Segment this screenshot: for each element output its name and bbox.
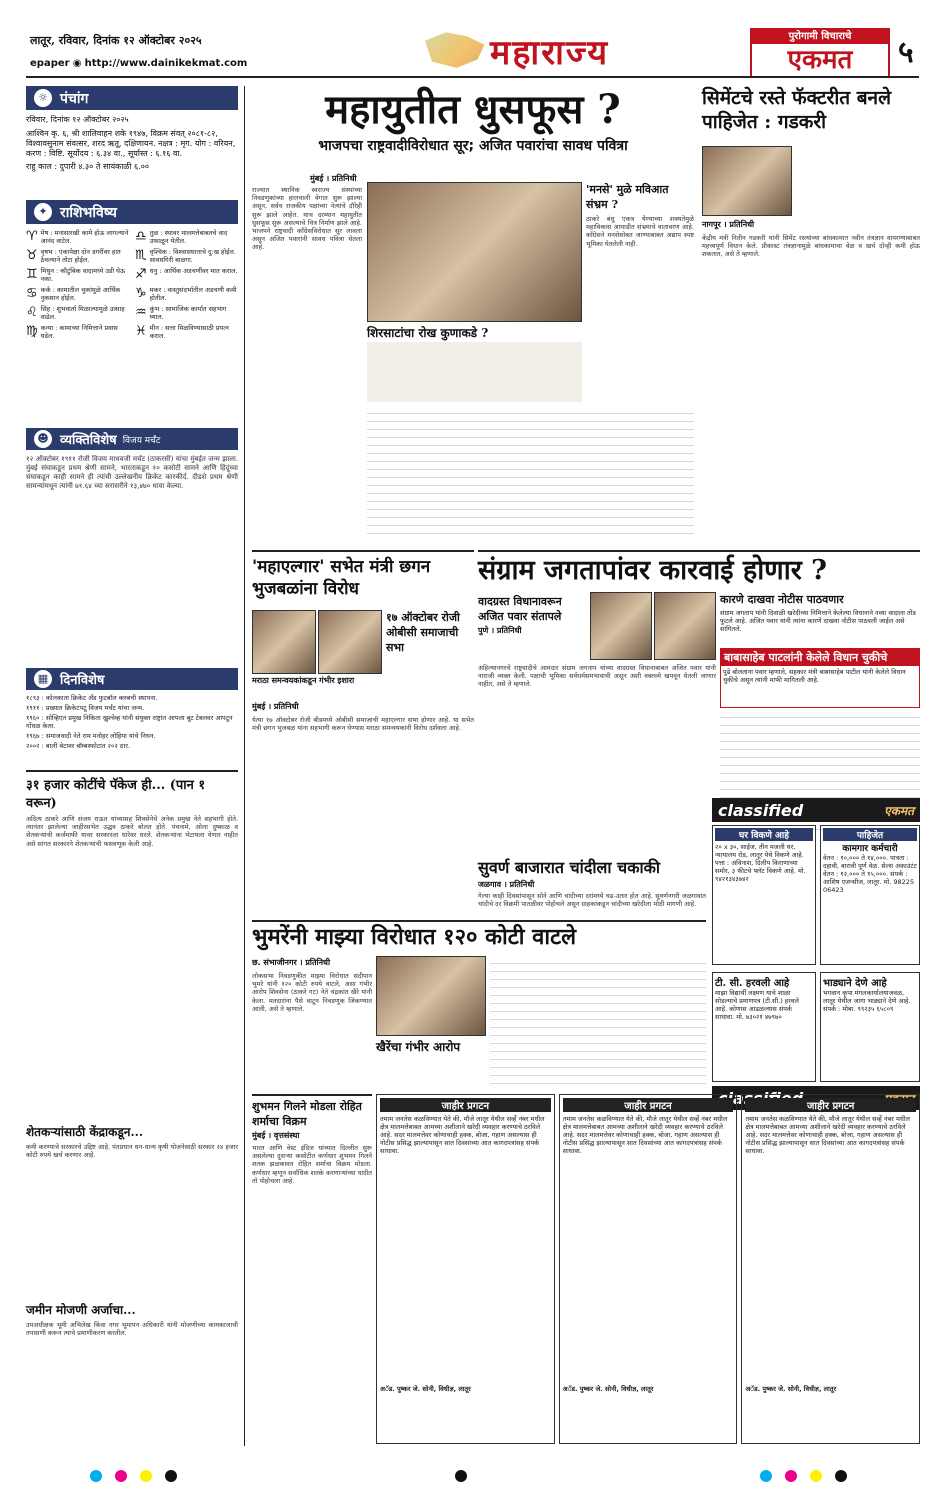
dinvishesh-item: १९६० : सोव्हिएत प्रमुख निकिता ख्रुश्चेव्ह यांनी संयुक्त राष्ट्रांत आपला बूट टेबलवर आपटून गोंधळ केला. <box>26 714 233 730</box>
notice-sign-1: अॅड. पुष्कर जे. सोनी, विधीज्ञ, लातूर <box>380 1385 471 1393</box>
libra-icon: ♎ <box>135 229 147 244</box>
left-sub1-body: कमी करण्याचे सरकारचे उद्दिष्ट आहे. पंतप्रधान धन-धान्य कृषी योजनेसाठी सरकार २४ हजार कोटी रुपये खर्च करणार आहे. <box>26 1143 238 1160</box>
main-photo-caption: शिरसाटांचा रोख कुणाकडे ? <box>367 326 489 340</box>
vyaktivishesh-header <box>26 428 238 450</box>
dinvishesh-section <box>26 668 238 760</box>
main-subhead: भाजपचा राष्ट्रवादीविरोधात सूर; अजित पवारांचा सावध पवित्रा <box>318 138 628 154</box>
epaper-line[interactable] <box>30 58 247 69</box>
vyaktivishesh-subtitle: विजय मर्चंट <box>122 435 161 446</box>
main-body: राज्यात स्थानिक स्वराज्य संस्थांच्या निवडणुकांच्या हालचाली वेगात सुरू झाल्या असून, सर्वच राजकीय पक्षांच्या नेत्यांचे दौरेही सुरू झाले आहेत. याच दरम्यान महायुतीत धुसफूस सुरू असल्याचे चित्र निर्माण झाले आहे. भाजपने राष्ट्रवादी काँग्रेसविरोधात सूर लावला असून अजित पवारांनी सावध पवित्रा घेतला आहे. <box>252 186 362 252</box>
rashi-item: ♐ धनु : आर्थिक अडचणींवर मात कराल. <box>135 267 238 282</box>
dinvishesh-item: १९११ : प्रख्यात क्रिकेटपटू विजय मर्चंट यांचा जन्म. <box>26 704 145 712</box>
page-number: ५ <box>898 35 914 70</box>
left-column-rule <box>244 86 245 1446</box>
notice-title-1: जाहीर प्रगटन <box>380 1098 551 1112</box>
rashi-section <box>26 200 238 420</box>
reg-dot <box>115 1470 127 1482</box>
notice-title-3: जाहीर प्रगटन <box>745 1098 916 1112</box>
ad-wanted <box>820 825 920 965</box>
sangram-byline: पुणे । प्रतिनिधी <box>478 626 522 635</box>
bhujbal-body: येत्या १७ ऑक्टोबर रोजी बीडमध्ये ओबीसी समाजाची महाएल्गार सभा होणार आहे. या सभेत मंत्री छगन भुजबळ यांना सहभागी करून घेण्यास मराठा समन्वयकांनी विरोध दर्शवला आहे. <box>252 716 474 733</box>
brand-tagline: पुरोगामी विचाराचे <box>752 30 888 44</box>
rohit-headline: शुभमन गिलने मोडला रोहित शर्माचा विक्रम <box>252 1100 362 1128</box>
ad-tc-lost <box>712 972 816 1082</box>
silver-body: गेल्या काही दिवसांपासून सोने आणि चांदीच्या दरांमध्ये चढ-उतार होत आहे. सुवर्णनगरी जळगावात चांदीचे दर विक्रमी पातळीवर पोहोचले असून ग्राहकांकडून चांदीच्या खरेदीला मोठी मागणी आहे. <box>478 892 706 909</box>
dinvishesh-item: १८९३ : कोलकाता क्रिकेट अँड फुटबॉल क्लबची स्थापना. <box>26 694 158 702</box>
person-icon: ☻ <box>34 430 52 448</box>
left-sub2-title: जमीन मोजणी अर्जाचा... <box>26 1303 136 1317</box>
silver-headline: सुवर्ण बाजारात चांदीला चकाकी <box>478 858 661 877</box>
rashi-item: ♋ कर्क : कामातील चुकांमुळे आर्थिक नुकसान होईल. <box>26 286 121 302</box>
leo-icon: ♌ <box>26 305 38 320</box>
rashi-title: राशिभविष्य <box>60 204 117 221</box>
sagittarius-icon: ♐ <box>135 267 147 282</box>
left-sub2-body: उपअधीक्षक भूमी अभिलेख किंवा नगर भूमापन अधिकारी यांनी मोजणीच्या कामकाजाची तपासणी करून त्याचे प्रमाणीकरण करतील. <box>26 1321 238 1338</box>
notice-head: कारणे दाखवा नोटीस पाठवणार <box>720 593 844 606</box>
reg-dot <box>455 1470 467 1482</box>
classified-columns-2 <box>712 972 920 1082</box>
capricorn-icon: ♑ <box>135 286 147 301</box>
ad-house-sale-body: २० x ३०, साईज, तीन मजली घर, न्यायालय रोड, लातूर येथे विकणे आहे. पत्ता : अविनाश, दिलीप किराणाच्या समोर, ३ फीटचे फ्लॅट विकणे आहे. मो. ९४२१३४३७४२ <box>715 843 806 883</box>
dinvishesh-title: दिनविशेष <box>60 673 105 688</box>
rashi-item: ♑ मकर : वास्तुसंदर्भातील अडचणी कमी होतील. <box>135 286 237 302</box>
rashi-grid <box>26 229 238 340</box>
pisces-icon: ♓ <box>135 324 147 339</box>
rohit-byline: मुंबई । वृत्तसंस्था <box>252 1131 300 1140</box>
notice-body-2: तमाम जनतेस कळविण्यात येते की, मौजे लातूर येथील सर्व्हे नंबर मधील क्षेत्र मालमत्तेबाबत आमच्या अशीलाने खरेदी व्यवहार करण्याचे ठरविले आहे. सदर मालमत्तेवर कोणाचाही हक्क, बोजा, गहाण असल्यास ही नोटीस प्रसिद्ध झाल्यापासून सात दिवसांच्या आत कागदपत्रांसह संपर्क साधावा. <box>562 1115 728 1155</box>
obc-box-head: १७ ऑक्टोबर रोजी ओबीसी समाजाची सभा <box>386 611 460 654</box>
gadkari-photo <box>702 146 792 216</box>
epaper-label: epaper <box>30 58 70 69</box>
ad-wanted-role: कामगार कर्मचारी <box>842 844 898 854</box>
masthead <box>0 0 945 80</box>
notice-body-1: तमाम जनतेस कळविण्यात येते की, मौजे लातूर येथील सर्व्हे नंबर मधील क्षेत्र मालमत्तेबाबत आमच्या अशीलाने खरेदी व्यवहार करण्याचे ठरविले आहे. सदर मालमत्तेवर कोणाचाही हक्क, बोजा, गहाण असल्यास ही नोटीस प्रसिद्ध झाल्यापासून सात दिवसांच्या आत कागदपत्रांसह संपर्क साधावा. <box>380 1115 545 1155</box>
panchang-line2: आश्विन कृ. ६, श्री शालिवाहन शके १९४७, विक्रम संवत् २०८१-८२, विश्वावसुनाम संवत्सर, शरद ऋतू, दक्षिणायन. नक्षत्र : मृग. योग : वरियन, करण : विष्टि. सूर्योदय : ६.३४ वा., सूर्यास्त : ६.१६ वा. <box>26 129 236 158</box>
reg-dot <box>785 1470 797 1482</box>
bhujbal-byline: मुंबई । प्रतिनिधी <box>252 702 299 711</box>
ad-house-sale <box>712 825 816 965</box>
aquarius-icon: ♒ <box>135 305 147 320</box>
bhumre-story <box>252 920 706 1090</box>
panchang-line1: रविवार, दिनांक १२ ऑक्टोबर २०२५ <box>26 115 129 124</box>
globe-icon: ◉ <box>72 58 85 69</box>
left-story-body: अदित्य ठाकरे आणि संजय राऊत यांच्यासह शिवसेनेचे अनेक प्रमुख नेते सहभागी होते. त्यानंतर झालेल्या जाहीरसभेत उद्धव ठाकरे बोलत होते. पंचनामे, ओला दुष्काळ व शेतकऱ्यांची कर्जमाफी यावर सरकारला धारेवर धरले. शेतकऱ्यांना भेटायला येणार नाहीत असे सांगत सरकारने शेतकऱ्यांची फसवणूक केली आहे. <box>26 815 238 848</box>
rashi-item: ♍ कन्या : कामाच्या निमित्ताने प्रवास घडेल. <box>26 324 118 340</box>
mns-box-head: 'मनसे' मुळे मविआत संभ्रम ? <box>586 183 669 211</box>
notice-sign-3: अॅड. पुष्कर जे. सोनी, विधीज्ञ, लातूर <box>745 1385 837 1393</box>
main-story <box>252 86 694 546</box>
bhujbal-headline: 'महाएल्गार' सभेत मंत्री छगन भुजबळांना विरोध <box>252 557 431 599</box>
classified-section-1 <box>712 798 920 968</box>
rashi-item: ♎ तुळ : स्थावर मालमत्तेबाबतचे वाद उफाळून येतील. <box>135 229 228 245</box>
vyaktivishesh-title: व्यक्तिविशेष <box>60 433 117 448</box>
section-map-graphic <box>418 28 488 70</box>
ad-wanted-head: पाहिजेत <box>823 828 917 841</box>
virgo-icon: ♍ <box>26 324 38 339</box>
gadkari-body: केंद्रीय मंत्री नितीन गडकरी यांनी सिमेंट रस्त्यांच्या बांधकामात नवीन तंत्रज्ञान वापरण्याबाबत महत्त्वपूर्ण विधान केले. प्रीकास्ट तंत्रज्ञानामुळे बांधकामाचा वेळ व खर्च दोन्ही कमी होऊ शकतात, असे ते म्हणाले. <box>702 234 920 259</box>
notice-body-3: तमाम जनतेस कळविण्यात येते की, मौजे लातूर येथील सर्व्हे नंबर मधील क्षेत्र मालमत्तेबाबत आमच्या अशीलाने खरेदी व्यवहार करण्याचे ठरविले आहे. सदर मालमत्तेवर कोणाचाही हक्क, बोजा, गहाण असल्यास ही नोटीस प्रसिद्ध झाल्यापासून सात दिवसांच्या आत कागदपत्रांसह संपर्क साधावा. <box>745 1115 910 1155</box>
mns-box-body: ठाकरे बंधू एकत्र येण्याच्या शक्यतेमुळे महाविकास आघाडीत संभ्रमाचे वातावरण आहे. काँग्रेसने मनसेसोबत जाण्याबाबत अद्याप स्पष्ट भूमिका घेतलेली नाही. <box>586 215 694 248</box>
red-box-body: पुढे बोलताना पवार म्हणाले, सहकार मंत्री बाबासाहेब पाटील यांनी केलेले विधान चुकीचे असून त्यांनी माफी मागितली आहे. <box>723 668 906 684</box>
notice-title-2: जाहीर प्रगटन <box>563 1098 734 1112</box>
calendar-icon: ▦ <box>34 670 52 688</box>
reg-dot <box>140 1470 152 1482</box>
notice-sign-2: अॅड. पुष्कर जे. सोनी, विधीज्ञ, लातूर <box>562 1385 654 1393</box>
bhumre-byline: छ. संभाजीनगर । प्रतिनिधी <box>252 958 331 967</box>
zodiac-icon: ✦ <box>34 203 52 221</box>
ad-rent-head: भाड्याने देणे आहे <box>823 978 887 989</box>
vyaktivishesh-body: १२ ऑक्टोबर १९११ रोजी विजय माधवजी मर्चंट (ठाकरसी) यांचा मुंबईत जन्म झाला. मुंबई संघाकडून प्रथम श्रेणी सामने, भारताकडून १० कसोटी सामने आणि हिंदूंच्या संघाकडून काही सामने ही त्यांची उल्लेखनीय क्रिकेट कारकीर्द. दीडशे प्रथम श्रेणी सामन्यांमधून त्यांनी ७१.६४ च्या सरासरीने १३,४७० धावा केल्या. <box>26 455 238 490</box>
gemini-icon: ♊ <box>26 267 38 282</box>
red-box <box>720 648 920 708</box>
rohit-story <box>252 1094 372 1444</box>
dinvishesh-header <box>26 668 238 690</box>
ad-tc-lost-body: माझा विद्यार्थी लक्ष्मण याचे शाळा सोडल्याचे प्रमाणपत्र (टी.सी.) हरवले आहे. कोणास आढळल्यास संपर्क साधावा. मो. ७३०२१ ४७९७० <box>715 989 799 1021</box>
ad-tc-lost-head: टी. सी. हरवली आहे <box>715 978 790 989</box>
bhumre-headline: भुमरेंनी माझ्या विरोधात १२० कोटी वाटले <box>252 924 577 950</box>
ad-house-sale-head: घर विकणे आहे <box>715 828 813 841</box>
dinvishesh-list <box>26 694 238 750</box>
bhumre-body: लोकसभा निवडणुकीत माझ्या विरोधात संदीपान भुमरे यांनी १२० कोटी रुपये वाटले, असा गंभीर आरोप शिवसेना (ठाकरे गट) नेते चंद्रकांत खैरे यांनी केला. मतदारांना पैसे वाटून निवडणूक जिंकण्यात आली, असे ते म्हणाले. <box>252 972 372 1013</box>
reg-dot <box>810 1470 822 1482</box>
notice-col-1 <box>376 1094 555 1444</box>
silver-story <box>478 856 706 916</box>
bhujbal-dateline: मराठा समन्वयकांकडून गंभीर इशारा <box>252 676 355 685</box>
notice-col-2 <box>559 1094 738 1444</box>
ad-wanted-body: वेतन : १०,००० ते १४,०००. पात्रता : दहावी, बारावी पूर्ण वेळ. सेल्स अकाउंटंट वेतन : १२,००० ते १५,०००. संपर्क : आशिष एजन्सीज, लातूर. मो. 98225 06423 <box>823 854 917 894</box>
panchang-section <box>26 86 238 186</box>
sangram-body: अहिल्यानगरचे राष्ट्रवादीचे आमदार संग्राम जगताप यांच्या वादग्रस्त विधानाबाबत अजित पवार यांनी नाराजी व्यक्त केली. पक्षाची भूमिका सर्वधर्मसमभावाची असून अशी वक्तव्ये खपवून घेतली जाणार नाहीत, असे ते म्हणाले. <box>478 664 716 689</box>
gadkari-story <box>702 86 920 546</box>
bhumre-body-right <box>490 958 706 1084</box>
rashi-item: ♉ वृषभ : एकापेक्षा दोन डगरींवर हात ठेवल्याने तोटा होईल. <box>26 248 121 264</box>
sangram-subhead: वादग्रस्त विधानावरून अजित पवार संतापले <box>478 595 562 623</box>
panchang-line3: राहु काल : दुपारी ४.३० ते सायंकाळी ६.०० <box>26 162 150 171</box>
dateline: लातूर, रविवार, दिनांक १२ ऑक्टोबर २०२५ <box>30 34 202 47</box>
red-box-head: बाबासाहेब पाटलांनी केलेले विधान चुकीचे <box>721 649 919 666</box>
classified-columns <box>712 825 920 965</box>
mns-box <box>586 182 694 362</box>
gadkari-headline: सिमेंटचे रस्ते फॅक्टरीत बनले पाहिजेत : गडकरी <box>702 87 891 133</box>
taurus-icon: ♉ <box>26 248 38 263</box>
silver-byline: जळगाव । प्रतिनिधी <box>478 880 535 889</box>
notice-box <box>720 592 920 642</box>
scorpio-icon: ♏ <box>135 248 147 263</box>
rashi-item: ♒ कुंभ : सामाजिक कार्यात सहभाग घ्याल. <box>135 305 227 321</box>
main-photo-text <box>367 342 582 402</box>
sangram-headline: संग्राम जगतापांवर कारवाई होणार ? <box>478 555 827 586</box>
gadkari-byline: नागपूर । प्रतिनिधी <box>702 220 755 229</box>
section-title: महाराज्य <box>490 33 610 73</box>
left-sub1-title: शेतकऱ्यांसाठी केंद्राकडून... <box>26 1125 143 1139</box>
ad-rent-body: भगवान कृपा मंगलकार्यालयाजवळ, लातूर येथील जागा भाड्याने देणे आहे. संपर्क : मोबा. ९९२३५ ६५८०९ <box>823 989 911 1013</box>
sun-icon: ☼ <box>34 89 52 107</box>
rashi-item: ♈ मेष : मनासारखी कामे होऊ लागल्याने आनंद वाटेल. <box>26 229 129 245</box>
cancer-icon: ♋ <box>26 286 38 301</box>
classified-section-2 <box>712 972 920 1112</box>
vyaktivishesh-section <box>26 428 238 658</box>
classified-label: classified <box>718 800 804 820</box>
bhumre-photo <box>376 956 486 1036</box>
rashi-item: ♏ वृश्चिक : विश्वासघाताचे दु:ख होईल. सावधगिरी बाळगा. <box>135 248 236 264</box>
classified-banner <box>712 798 920 822</box>
left-story-title: ३१ हजार कोटींचे पॅकेज ही... (पान १ वरून) <box>26 770 238 811</box>
bhumre-photo-caption: खैरेंचा गंभीर आरोप <box>376 1040 461 1054</box>
reg-dot <box>90 1470 102 1482</box>
main-byline: मुंबई । प्रतिनिधी <box>310 174 357 183</box>
left-story <box>26 770 238 1440</box>
reg-dot <box>760 1470 772 1482</box>
rohit-body: भारत आणि वेस्ट इंडिज यांच्यात दिल्लीत सुरू असलेल्या दुसऱ्या कसोटीत कर्णधार शुभमन गिलने शतक झळकावत रोहित शर्माचा विक्रम मोडला. कर्णधार म्हणून सर्वाधिक शतके करणाऱ्यांच्या यादीत तो पोहोचला आहे. <box>252 1144 372 1185</box>
reg-dot <box>835 1470 847 1482</box>
panchang-header <box>26 86 238 110</box>
epaper-url[interactable]: http://www.dainikekmat.com <box>84 58 248 69</box>
sangram-photo-2 <box>654 592 716 660</box>
sangram-photo-1 <box>590 592 652 660</box>
dinvishesh-item: १९६७ : समाजवादी नेते राम मनोहर लोहिया यांचे निधन. <box>26 732 156 740</box>
main-body-cont <box>367 408 694 538</box>
ad-rent <box>820 972 920 1082</box>
bhujbal-photo-2 <box>318 610 382 674</box>
print-registration-marks <box>0 1470 945 1490</box>
masthead-rule <box>26 76 919 78</box>
panchang-title: पंचांग <box>60 90 89 107</box>
reg-dot <box>165 1470 177 1482</box>
aries-icon: ♈ <box>26 229 38 244</box>
rashi-item: ♊ मिथुन : कौटुंबिक वादामध्ये उडी घेऊ नका. <box>26 267 126 283</box>
main-headline: महायुतीत धुसफूस ? <box>325 86 621 133</box>
brand-block <box>750 28 890 78</box>
bhujbal-story <box>252 550 474 900</box>
main-photo <box>367 182 582 322</box>
dinvishesh-item: २००२ : बाली बेटावर बॉम्बस्फोटात २०२ ठार. <box>26 742 130 750</box>
notice-col-3 <box>741 1094 920 1444</box>
rashi-item: ♌ सिंह : शुभवार्ता मिळाल्यामुळे उत्साह वाढेल. <box>26 305 125 321</box>
classified-brand: एकमत <box>884 803 914 818</box>
notices-area <box>376 1094 920 1444</box>
notice-body: संग्राम जगताप यांनी दिवाळी खरेदीच्या निमित्ताने केलेल्या विधानाने नव्या वादाला तोंड फुटले आहे. अजित पवार यांनी त्यांना कारणे दाखवा नोटीस पाठवली जाईल असे सांगितले. <box>720 609 916 633</box>
rashi-item: ♓ मीन : सत्ता मिळविण्यासाठी प्रयत्न कराल. <box>135 324 229 340</box>
rashi-header <box>26 200 238 224</box>
brand-name: एकमत <box>787 45 853 75</box>
bhujbal-photo-1 <box>252 610 316 674</box>
notices-columns <box>376 1094 920 1444</box>
